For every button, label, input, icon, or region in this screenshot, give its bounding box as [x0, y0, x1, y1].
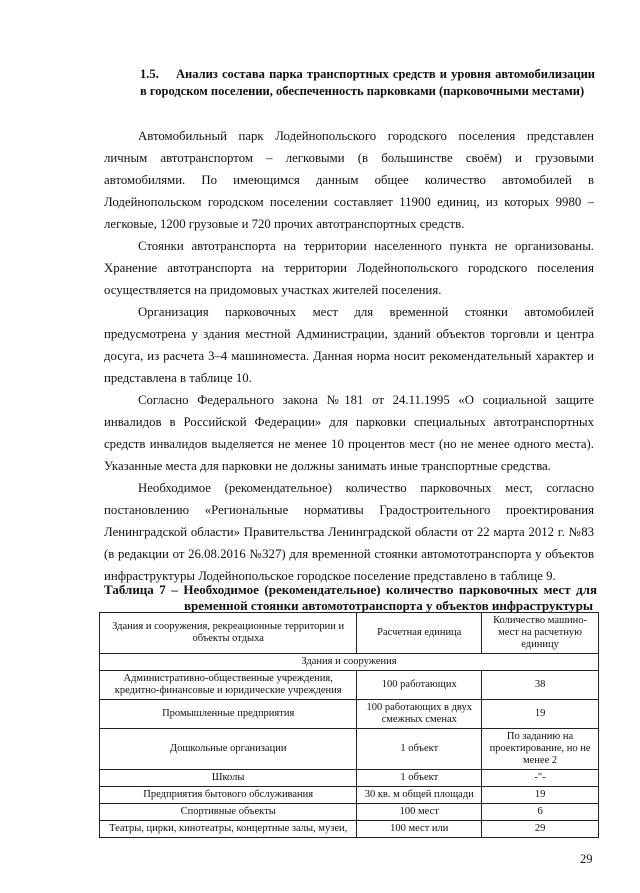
parking-requirements-table — [99, 612, 599, 838]
cell-unit: 100 мест или — [357, 821, 482, 838]
paragraph-federal-law: Согласно Федерального закона №181 от 24.11.1995 «О социальной защите инвалидов в Российской Федерации» для парковки специальных автотранспортных средств инвалидов выделяется не менее 10 процентов мест (но не менее одного места). Указанные места для парковки не должны занимать иные транспортные средства. — [104, 393, 594, 473]
table-row — [100, 821, 599, 838]
cell-unit: 100 мест — [357, 804, 482, 821]
section-title: Анализ состава парка транспортных средств и уровня автомобилизации в городском поселении, обеспеченность парковками (парковочными местами) — [140, 67, 595, 98]
table-header-row — [100, 613, 599, 654]
table-caption-line-2: временной стоянки автомототранспорта у объектов инфраструктуры — [184, 598, 594, 613]
cell-spaces: -"- — [482, 770, 599, 787]
cell-spaces: 19 — [482, 700, 599, 729]
cell-object: Школы — [100, 770, 357, 787]
table-row — [100, 804, 599, 821]
cell-unit: 100 работающих — [357, 671, 482, 700]
table-group-row — [100, 654, 599, 671]
cell-spaces: По заданию на проектирование, но не менее 2 — [482, 729, 599, 770]
cell-object: Спортивные объекты — [100, 804, 357, 821]
cell-spaces: 19 — [482, 787, 599, 804]
cell-spaces: 38 — [482, 671, 599, 700]
cell-unit: 100 работающих в двух смежных сменах — [357, 700, 482, 729]
table-row — [100, 770, 599, 787]
page-number: 29 — [580, 852, 593, 866]
group-label: Здания и сооружения — [100, 654, 599, 671]
cell-object: Театры, цирки, кинотеатры, концертные залы, музеи, — [100, 821, 357, 838]
cell-object: Предприятия бытового обслуживания — [100, 787, 357, 804]
paragraph-regional-norms: Необходимое (рекомендательное) количество парковочных мест, согласно постановлению «Региональные нормативы Градостроительного проектирования Ленинградской области» Правительства Ленинградской области от 22 марта 2012 г. №83 (в редакции от 26.08.2016 №327) для временной стоянки автомототранспорта у объектов инфраструктуры Лодейнопольское городское поселение представлено в таблице 9. — [104, 481, 594, 583]
cell-object: Дошкольные организации — [100, 729, 357, 770]
cell-unit: 1 объект — [357, 770, 482, 787]
header-buildings: Здания и сооружения, рекреационные территории и объекты отдыха — [100, 613, 357, 654]
paragraph-parking-storage: Стоянки автотранспорта на территории населенного пункта не организованы. Хранение автотранспорта на территории Лодейнопольского городского поселения осуществляется на придомовых участках жителей поселения. — [104, 239, 594, 297]
cell-unit: 1 объект — [357, 729, 482, 770]
header-spaces: Количество машино-мест на расчетную единицу — [482, 613, 599, 654]
section-number: 1.5. — [140, 67, 159, 81]
table-caption — [104, 582, 597, 614]
section-heading — [140, 66, 595, 100]
cell-spaces: 6 — [482, 804, 599, 821]
paragraph-parking-organization: Организация парковочных мест для временной стоянки автомобилей предусмотрена у здания местной Администрации, зданий объектов торговли и центра досуга, из расчета 3–4 машиноместа. Данная норма носит рекомендательный характер и представлена в таблице 10. — [104, 305, 594, 385]
table-row — [100, 700, 599, 729]
cell-object: Промышленные предприятия — [100, 700, 357, 729]
paragraph-car-fleet: Автомобильный парк Лодейнопольского городского поселения представлен личным автотранспортом – легковыми (в большинстве своём) и грузовыми автомобилями. По имеющимся данным общее количество автомобилей в Лодейнопольском городском поселении составляет 11900 единиц, из которых 9980 – легковые, 1200 грузовые и 720 прочих автотранспортных средств. — [104, 129, 594, 231]
table-row — [100, 729, 599, 770]
cell-object: Административно-общественные учреждения, кредитно-финансовые и юридические учреждения — [100, 671, 357, 700]
header-unit: Расчетная единица — [357, 613, 482, 654]
table-caption-line-1: Таблица 7 – Необходимое (рекомендательное) количество парковочных мест для — [104, 582, 597, 597]
cell-spaces: 29 — [482, 821, 599, 838]
cell-unit: 30 кв. м общей площади — [357, 787, 482, 804]
table-row — [100, 787, 599, 804]
table-row — [100, 671, 599, 700]
